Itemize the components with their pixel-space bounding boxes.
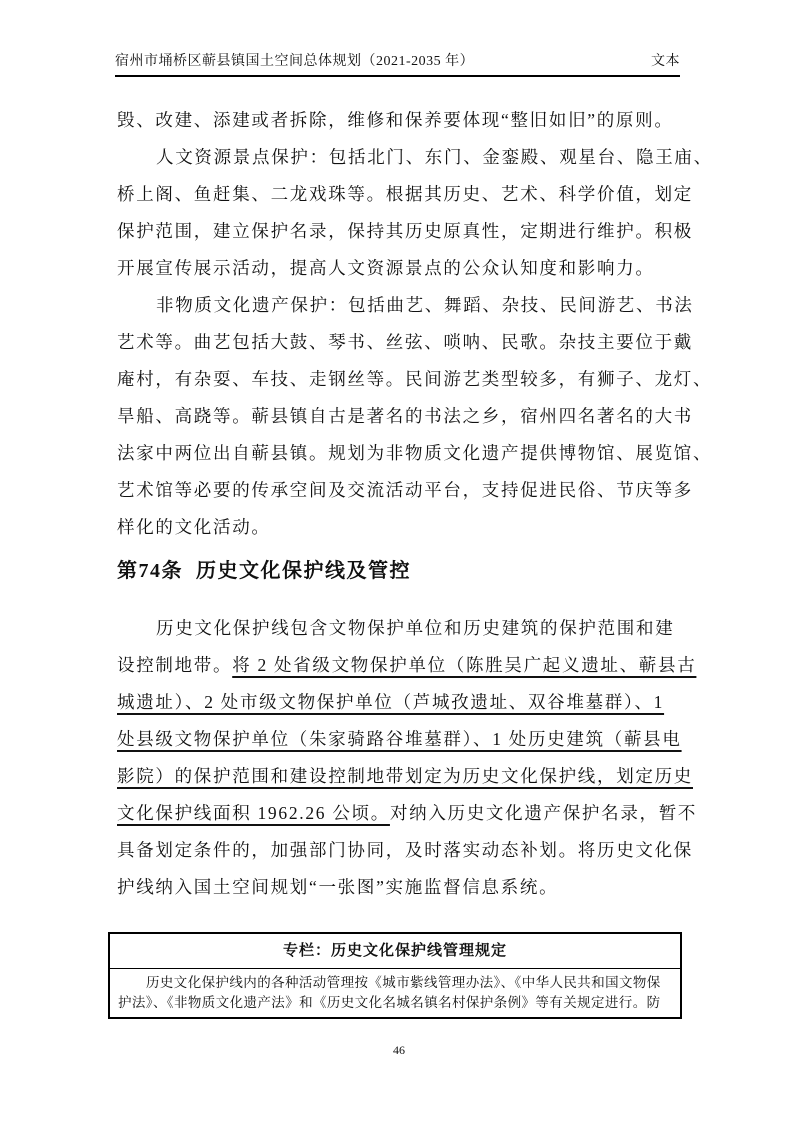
article-number: 第74条 — [117, 560, 183, 582]
text-line: 保护范围，建立保护名录，保持其历史原真性，定期进行维护。积极 — [117, 221, 693, 241]
text-line: 护线纳入国土空间规划“一张图”实施监督信息系统。 — [117, 877, 559, 897]
text-line: 历史文化保护线包含文物保护单位和历史建筑的保护范围和建 — [156, 618, 675, 638]
text-line: 影院）的保护范围和建设控制地带划定为历史文化保护线，划定历史 — [117, 766, 693, 786]
page-body — [117, 102, 713, 1058]
text-line: 非物质文化遗产保护：包括曲艺、舞蹈、杂技、民间游艺、书法 — [156, 295, 694, 315]
text-line: 毁、改建、添建或者拆除，维修和保养要体现“整旧如旧”的原则。 — [117, 110, 674, 130]
text-line: 开展宣传展示活动，提高人文资源景点的公众认知度和影响力。 — [117, 258, 655, 278]
text-line: 城遗址）、2 处市级文物保护单位（芦城孜遗址、双谷堆墓群）、1 — [117, 692, 665, 712]
header-document-type: 文本 — [651, 54, 680, 69]
article-paragraph — [117, 610, 698, 906]
text-line: 处县级文物保护单位（朱家骑路谷堆墓群）、1 处历史建筑（蕲县电 — [117, 729, 682, 749]
intro-paragraphs — [117, 102, 713, 546]
text-line: 历史文化保护线内的各种活动管理按《城市紫线管理办法》、《中华人民共和国文物保 — [146, 975, 661, 990]
text-line: 设控制地带。将 2 处省级文物保护单位（陈胜吴广起义遗址、蕲县古 — [117, 655, 697, 675]
text-line: 桥上阁、鱼赶集、二龙戏珠等。根据其历史、艺术、科学价值，划定 — [117, 184, 693, 204]
text-line: 人文资源景点保护：包括北门、东门、金銮殿、观星台、隐王庙、 — [156, 147, 713, 167]
text-line: 艺术馆等必要的传承空间及交流活动平台，支持促进民俗、节庆等多 — [117, 480, 693, 500]
text-line: 庵村，有杂耍、车技、走钢丝等。民间游艺类型较多，有狮子、龙灯、 — [117, 369, 713, 389]
text-line: 样化的文化活动。 — [117, 517, 271, 537]
running-header — [115, 53, 680, 77]
page-footer — [117, 1042, 681, 1058]
callout-box — [108, 932, 682, 1019]
article-title: 历史文化保护线及管控 — [196, 560, 411, 582]
text-line: 具备划定条件的，加强部门协同，及时落实动态补划。将历史文化保 — [117, 840, 693, 860]
header-document-title: 宿州市埇桥区蕲县镇国土空间总体规划（2021-2035 年） — [115, 54, 475, 69]
text-line: 艺术等。曲艺包括大鼓、琴书、丝弦、唢呐、民歌。杂技主要位于戴 — [117, 332, 693, 352]
callout-box-title: 专栏：历史文化保护线管理规定 — [110, 934, 680, 969]
page-number: 46 — [393, 1043, 405, 1057]
text-line: 护法》、《非物质文化遗产法》和《历史文化名城名镇名村保护条例》等有关规定进行。防 — [118, 994, 661, 1010]
callout-box-body — [110, 969, 680, 1017]
text-line: 文化保护线面积 1962.26 公顷。对纳入历史文化遗产保护名录，暂不 — [117, 803, 698, 823]
text-line: 法家中两位出自蕲县镇。规划为非物质文化遗产提供博物馆、展览馆、 — [117, 443, 713, 463]
text-line: 旱船、高跷等。蕲县镇自古是著名的书法之乡，宿州四名著名的大书 — [117, 406, 693, 426]
article-heading — [117, 555, 681, 587]
